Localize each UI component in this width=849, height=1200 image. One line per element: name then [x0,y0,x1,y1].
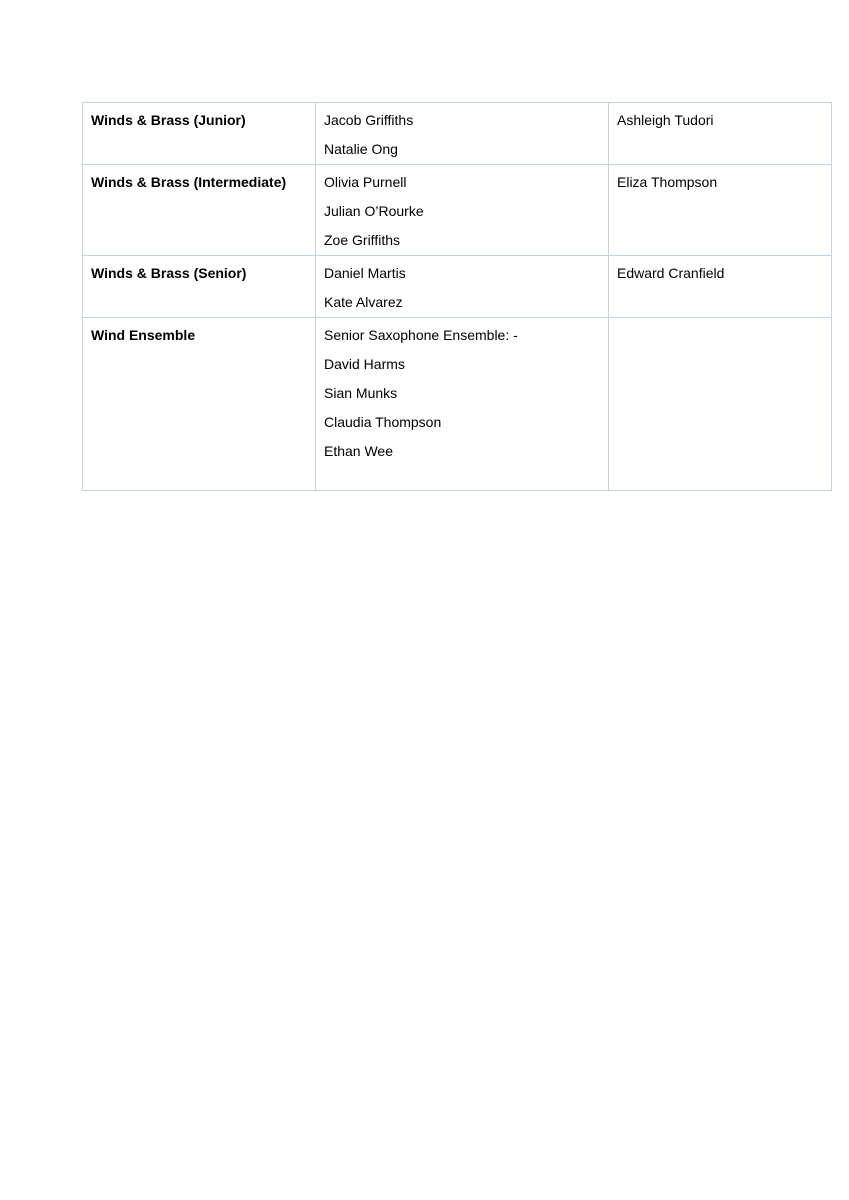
member-name: Julian O’Rourke [324,203,424,219]
category-label: Winds & Brass (Senior) [91,265,247,281]
teacher-name: Ashleigh Tudori [617,112,714,128]
member-name: Ethan Wee [324,443,394,459]
member-name: Kate Alvarez [324,294,403,310]
teacher-cell [609,103,832,165]
teacher-name: Eliza Thompson [617,174,718,190]
category-cell [83,256,316,318]
table-row [83,165,832,256]
table-row [83,318,832,491]
category-cell [83,165,316,256]
teacher-cell [609,165,832,256]
member-name: Jacob Griffiths [324,112,414,128]
members-cell [316,103,609,165]
member-name: Claudia Thompson [324,414,442,430]
category-cell [83,103,316,165]
category-label: Winds & Brass (Junior) [91,112,246,128]
member-name: Daniel Martis [324,265,406,281]
category-cell [83,318,316,491]
member-name: Olivia Purnell [324,174,407,190]
teacher-name: Edward Cranfield [617,265,725,281]
member-name: Sian Munks [324,385,398,401]
table-row [83,103,832,165]
members-cell [316,165,609,256]
member-name: Senior Saxophone Ensemble: - [324,327,518,343]
category-label: Wind Ensemble [91,327,196,343]
awards-table [82,102,832,491]
table-row [83,256,832,318]
members-cell [316,256,609,318]
members-cell [316,318,609,491]
teacher-cell [609,256,832,318]
member-name: Natalie Ong [324,141,398,157]
teacher-cell [609,318,832,491]
category-label: Winds & Brass (Intermediate) [91,174,287,190]
member-name: Zoe Griffiths [324,232,400,248]
member-name: David Harms [324,356,405,372]
